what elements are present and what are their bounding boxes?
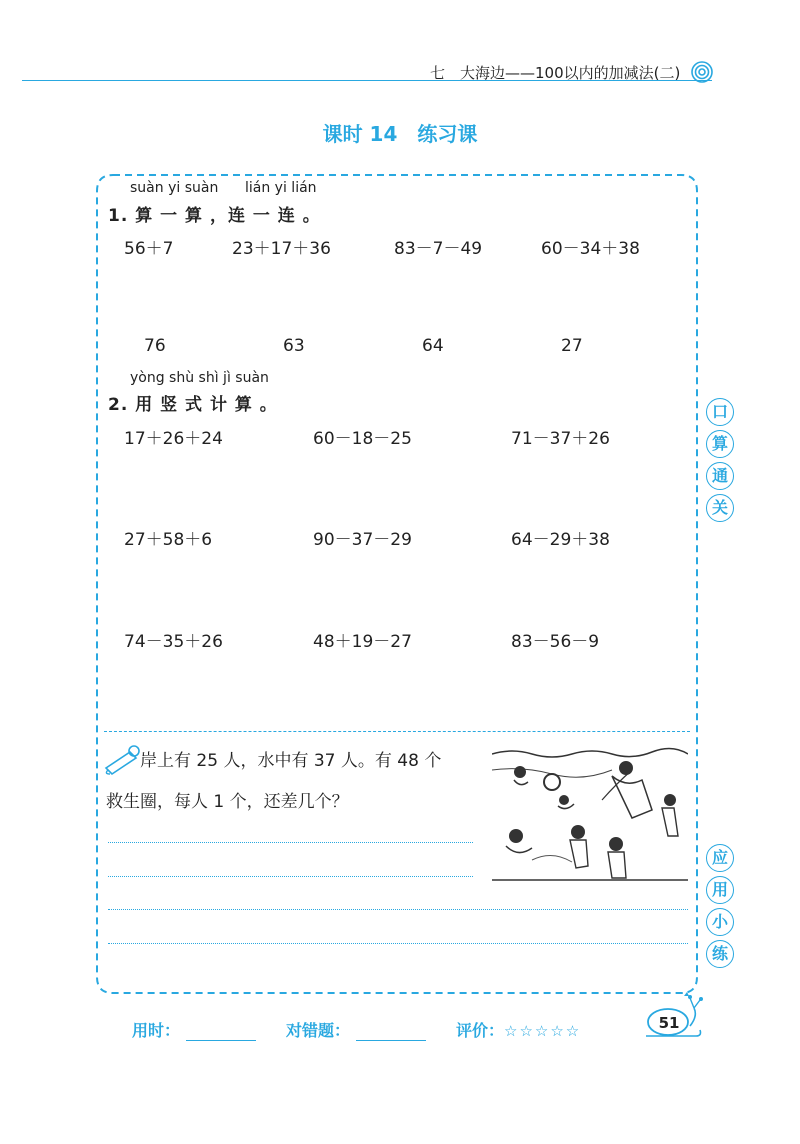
time-blank [186, 1026, 256, 1041]
q1-answer: 64 [422, 336, 444, 356]
time-field [132, 1018, 256, 1041]
word-problem-line-2: 救生圈，每人 1 个，还差几个？ [106, 792, 349, 812]
page-number: 51 [658, 1014, 680, 1032]
q1-answer: 63 [283, 336, 305, 356]
errors-blank [356, 1026, 426, 1041]
side-tab-char: 通 [706, 462, 734, 490]
side-tab-char: 算 [706, 430, 734, 458]
chapter-title: 七 大海边——100以内的加减法(二) [430, 64, 681, 82]
answer-line [108, 876, 473, 877]
word-problem-line-1: 岸上有 25 人，水中有 37 人。有 48 个 [140, 751, 442, 771]
q1-answer: 76 [144, 336, 166, 356]
q2-expression: 60－18－25 [313, 429, 412, 449]
side-tab-char: 小 [706, 908, 734, 936]
q1-pinyin-2: lián yi lián [245, 180, 317, 196]
q2-expression: 83－56－9 [511, 632, 600, 652]
side-tab-char: 口 [706, 398, 734, 426]
q1-expression: 83－7－49 [394, 239, 483, 259]
q2-expression: 74－35＋26 [124, 632, 223, 652]
q1-answer: 27 [561, 336, 583, 356]
section-divider [104, 731, 690, 732]
answer-line [108, 909, 688, 910]
rating-stars: ☆☆☆☆☆ [504, 1022, 582, 1040]
q1-pinyin-1: suàn yi suàn [130, 180, 219, 196]
side-tab-mental-math [706, 398, 736, 522]
q2-expression: 48＋19－27 [313, 632, 412, 652]
rating-label: 评价： [456, 1021, 505, 1040]
errors-label: 对错题： [286, 1021, 351, 1040]
q2-expression: 64－29＋38 [511, 530, 610, 550]
header-rule [22, 80, 712, 81]
answer-line [108, 943, 688, 944]
q2-expression: 17＋26＋24 [124, 429, 223, 449]
q2-title: 2. 用 竖 式 计 算 。 [108, 395, 278, 415]
q2-pinyin: yòng shù shì jì suàn [130, 370, 269, 386]
side-tab-char: 练 [706, 940, 734, 968]
q1-expression: 23＋17＋36 [232, 239, 331, 259]
side-tab-char: 关 [706, 494, 734, 522]
rating-field [456, 1018, 581, 1041]
q1-expression: 56＋7 [124, 239, 174, 259]
q2-expression: 27＋58＋6 [124, 530, 213, 550]
lesson-title: 课时 14 练习课 [322, 122, 478, 146]
side-tab-char: 应 [706, 844, 734, 872]
side-tab-application [706, 844, 736, 968]
time-label: 用时： [132, 1021, 181, 1040]
answer-line [108, 842, 473, 843]
q1-title: 1. 算 一 算 ，连 一 连 。 [108, 206, 321, 226]
side-tab-char: 用 [706, 876, 734, 904]
beach-scene-illustration [492, 740, 688, 888]
q2-expression: 90－37－29 [313, 530, 412, 550]
telescope-icon [102, 742, 142, 776]
q1-expression: 60－34＋38 [541, 239, 640, 259]
q2-expression: 71－37＋26 [511, 429, 610, 449]
errors-field [286, 1018, 426, 1041]
